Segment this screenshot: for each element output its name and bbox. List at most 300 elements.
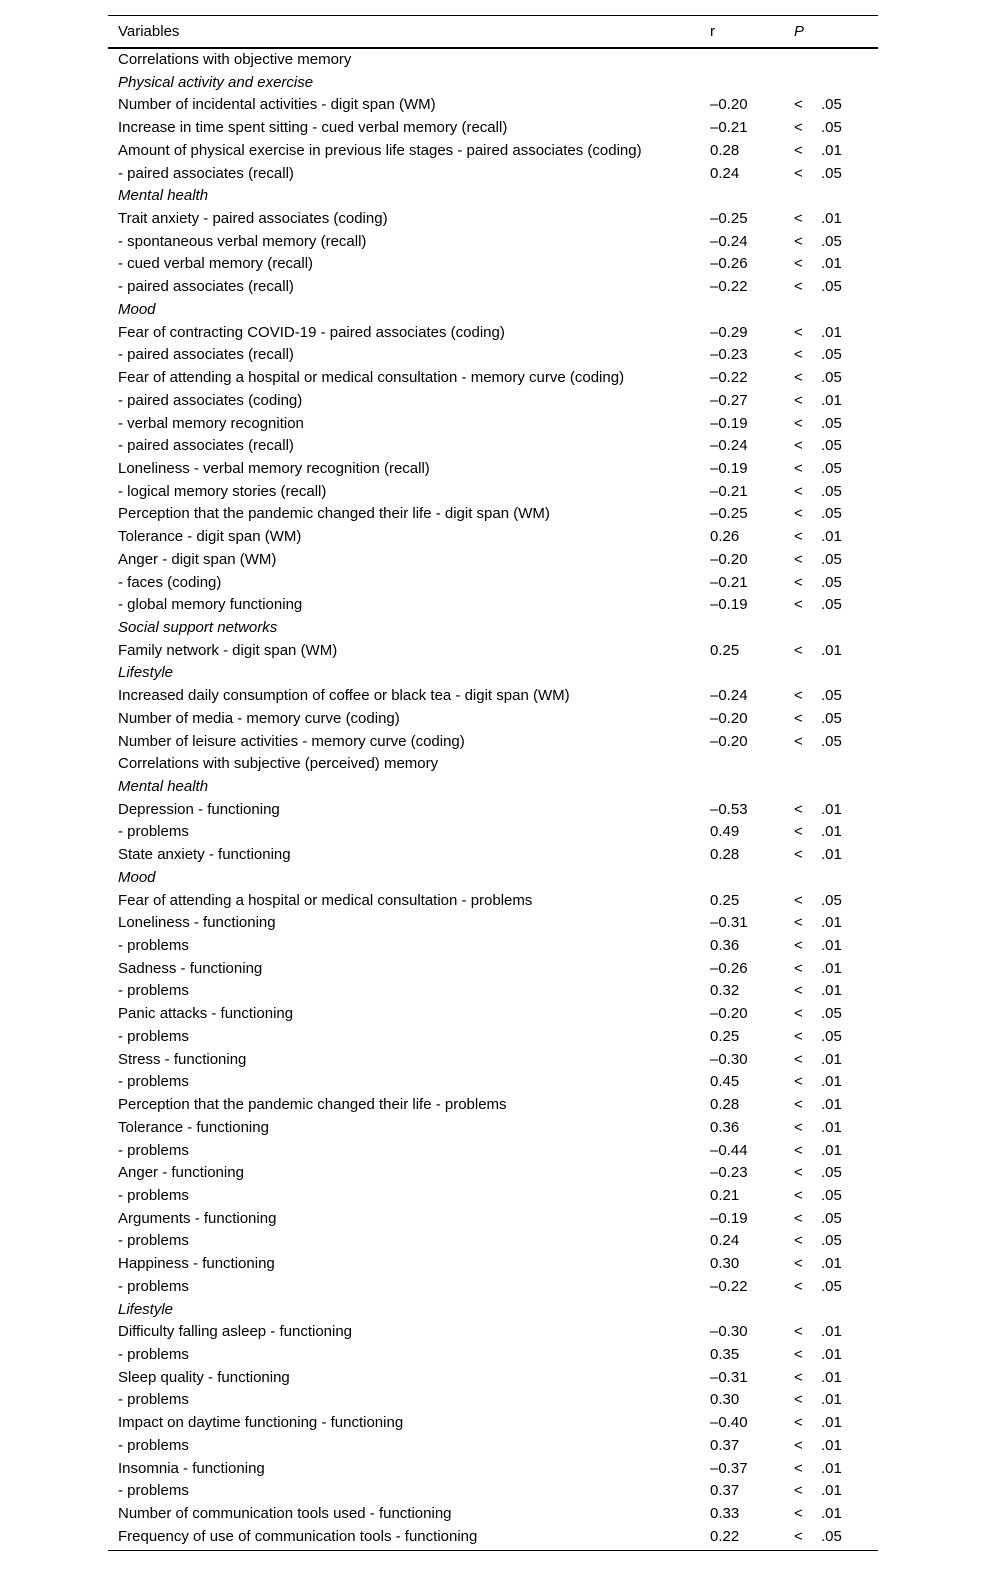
table-row (108, 572, 878, 595)
p-cell: .05 (821, 164, 842, 182)
r-cell: 0.25 (710, 641, 740, 659)
table-row (108, 276, 878, 299)
less-than-sign: < (794, 550, 803, 568)
table-row (108, 322, 878, 345)
r-cell: –0.30 (710, 1050, 748, 1068)
variable-cell: Number of incidental activities - digit span (WM) (118, 96, 436, 114)
table-row (108, 1389, 878, 1412)
subgroup-heading (108, 776, 878, 799)
p-cell: .05 (821, 414, 842, 432)
r-cell: –0.44 (710, 1141, 748, 1159)
r-cell: –0.21 (710, 119, 748, 137)
less-than-sign: < (794, 1096, 803, 1114)
less-than-sign: < (794, 846, 803, 864)
variable-cell: Anger - functioning (118, 1164, 244, 1182)
table-row (108, 1412, 878, 1435)
less-than-sign: < (794, 1186, 803, 1204)
variable-cell: - problems (118, 1277, 189, 1295)
r-cell: 0.37 (710, 1482, 740, 1500)
less-than-sign: < (794, 1073, 803, 1091)
table-row (108, 140, 878, 163)
less-than-sign: < (794, 573, 803, 591)
r-cell: –0.37 (710, 1459, 748, 1477)
variable-cell: Perception that the pandemic changed their life - digit span (WM) (118, 505, 550, 523)
p-cell: .01 (821, 1459, 842, 1477)
p-cell: .01 (821, 1255, 842, 1273)
p-cell: .05 (821, 709, 842, 727)
r-cell: –0.25 (710, 210, 748, 228)
r-cell: –0.23 (710, 346, 748, 364)
r-cell: –0.31 (710, 1368, 748, 1386)
table-row (108, 708, 878, 731)
variable-cell: Amount of physical exercise in previous life stages - paired associates (coding) (118, 141, 642, 159)
r-cell: 0.25 (710, 1027, 740, 1045)
variable-cell: Sleep quality - functioning (118, 1368, 290, 1386)
variable-cell: Number of leisure activities - memory curve (coding) (118, 732, 465, 750)
variable-cell: - problems (118, 1141, 189, 1159)
subgroup-heading (108, 72, 878, 95)
p-cell: .05 (821, 232, 842, 250)
r-cell: –0.22 (710, 278, 748, 296)
variable-cell: Fear of attending a hospital or medical consultation - problems (118, 891, 533, 909)
variable-cell: Arguments - functioning (118, 1209, 277, 1227)
p-cell: .05 (821, 732, 842, 750)
variable-cell: - problems (118, 1073, 189, 1091)
subgroup-heading (108, 185, 878, 208)
less-than-sign: < (794, 437, 803, 455)
table-row (108, 1435, 878, 1458)
variable-cell: - paired associates (recall) (118, 164, 294, 182)
r-cell: 0.35 (710, 1345, 740, 1363)
variable-cell: - paired associates (coding) (118, 391, 303, 409)
p-cell: .05 (821, 96, 842, 114)
r-cell: 0.33 (710, 1505, 740, 1522)
table-row (108, 1321, 878, 1344)
p-cell: .05 (821, 550, 842, 568)
r-cell: 0.36 (710, 1118, 740, 1136)
table-row (108, 1049, 878, 1072)
variable-cell: State anxiety - functioning (118, 846, 291, 864)
group-heading (108, 753, 878, 776)
r-cell: –0.19 (710, 459, 748, 477)
table-row (108, 935, 878, 958)
r-cell: 0.28 (710, 141, 740, 159)
table-row (108, 912, 878, 935)
p-cell: .05 (821, 1164, 842, 1182)
variable-cell: - global memory functioning (118, 596, 303, 614)
less-than-sign: < (794, 891, 803, 909)
less-than-sign: < (794, 1391, 803, 1409)
less-than-sign: < (794, 346, 803, 364)
subgroup-heading (108, 1299, 878, 1322)
variable-cell: - problems (118, 982, 189, 1000)
subgroup-label: Mood (118, 300, 156, 318)
table-row (108, 1162, 878, 1185)
variable-cell: Tolerance - digit span (WM) (118, 528, 302, 546)
p-cell: .05 (821, 119, 842, 137)
less-than-sign: < (794, 914, 803, 932)
table-row (108, 640, 878, 663)
table-row (108, 1367, 878, 1390)
less-than-sign: < (794, 1414, 803, 1432)
p-cell: .01 (821, 528, 842, 546)
r-cell: –0.24 (710, 232, 748, 250)
r-cell: –0.25 (710, 505, 748, 523)
r-cell: –0.20 (710, 1005, 748, 1023)
r-cell: –0.29 (710, 323, 748, 341)
r-cell: 0.37 (710, 1436, 740, 1454)
p-cell: .01 (821, 1368, 842, 1386)
table-row (108, 94, 878, 117)
p-cell: .05 (821, 596, 842, 614)
r-cell: 0.22 (710, 1527, 740, 1545)
less-than-sign: < (794, 459, 803, 477)
r-cell: –0.40 (710, 1414, 748, 1432)
variable-cell: Loneliness - functioning (118, 914, 276, 932)
less-than-sign: < (794, 278, 803, 296)
subgroup-label: Lifestyle (118, 664, 174, 682)
variable-cell: Stress - functioning (118, 1050, 247, 1068)
less-than-sign: < (794, 1027, 803, 1045)
p-cell: .01 (821, 937, 842, 955)
subgroup-label: Lifestyle (118, 1300, 174, 1318)
r-cell: –0.22 (710, 1277, 748, 1295)
r-cell: –0.20 (710, 96, 748, 114)
variable-cell: Fear of contracting COVID-19 - paired associates (coding) (118, 323, 505, 341)
less-than-sign: < (794, 1232, 803, 1250)
p-cell: .05 (821, 1186, 842, 1204)
subgroup-label: Social support networks (118, 618, 278, 636)
header-variables: Variables (118, 23, 180, 40)
p-cell: .01 (821, 823, 842, 841)
r-cell: –0.23 (710, 1164, 748, 1182)
p-cell: .01 (821, 391, 842, 409)
r-cell: –0.24 (710, 687, 748, 705)
table-row (108, 1094, 878, 1117)
r-cell: 0.28 (710, 1096, 740, 1114)
table-row (108, 685, 878, 708)
less-than-sign: < (794, 1436, 803, 1454)
variable-cell: Happiness - functioning (118, 1255, 275, 1273)
less-than-sign: < (794, 687, 803, 705)
less-than-sign: < (794, 528, 803, 546)
r-cell: –0.19 (710, 596, 748, 614)
p-cell: .01 (821, 1414, 842, 1432)
table-row (108, 594, 878, 617)
less-than-sign: < (794, 255, 803, 273)
less-than-sign: < (794, 596, 803, 614)
variable-cell: - problems (118, 1391, 189, 1409)
p-cell: .01 (821, 323, 842, 341)
r-cell: 0.24 (710, 164, 740, 182)
variable-cell: - verbal memory recognition (118, 414, 304, 432)
p-cell: .05 (821, 346, 842, 364)
less-than-sign: < (794, 1209, 803, 1227)
p-cell: .01 (821, 1391, 842, 1409)
group-heading (108, 49, 878, 72)
p-cell: .01 (821, 959, 842, 977)
less-than-sign: < (794, 119, 803, 137)
table-row (108, 503, 878, 526)
table-row (108, 1503, 878, 1526)
r-cell: –0.31 (710, 914, 748, 932)
r-cell: 0.28 (710, 846, 740, 864)
r-cell: –0.22 (710, 369, 748, 387)
variable-cell: Number of media - memory curve (coding) (118, 709, 400, 727)
r-cell: 0.25 (710, 891, 740, 909)
less-than-sign: < (794, 96, 803, 114)
r-cell: 0.49 (710, 823, 740, 841)
table-row (108, 799, 878, 822)
less-than-sign: < (794, 232, 803, 250)
variable-cell: - problems (118, 1436, 189, 1454)
r-cell: –0.24 (710, 437, 748, 455)
r-cell: –0.20 (710, 732, 748, 750)
table-row (108, 367, 878, 390)
less-than-sign: < (794, 391, 803, 409)
table-row (108, 1480, 878, 1503)
correlation-table (108, 15, 878, 1551)
table-row (108, 253, 878, 276)
table-row (108, 1253, 878, 1276)
p-cell: .01 (821, 1141, 842, 1159)
table-row (108, 1526, 878, 1549)
p-cell: .01 (821, 800, 842, 818)
p-cell: .05 (821, 1232, 842, 1250)
p-cell: .01 (821, 1345, 842, 1363)
table-row (108, 1276, 878, 1299)
table-row (108, 1026, 878, 1049)
variable-cell: - problems (118, 1345, 189, 1363)
subgroup-heading (108, 662, 878, 685)
r-cell: 0.30 (710, 1255, 740, 1273)
variable-cell: - logical memory stories (recall) (118, 482, 327, 500)
less-than-sign: < (794, 823, 803, 841)
table-row (108, 958, 878, 981)
table-row (108, 481, 878, 504)
r-cell: –0.26 (710, 959, 748, 977)
table-row (108, 821, 878, 844)
p-cell: .05 (821, 891, 842, 909)
r-cell: –0.26 (710, 255, 748, 273)
p-cell: .01 (821, 641, 842, 659)
p-cell: .05 (821, 278, 842, 296)
variable-cell: - problems (118, 1232, 189, 1250)
table-row (108, 344, 878, 367)
subgroup-label: Mental health (118, 778, 209, 795)
subgroup-label: Mood (118, 868, 156, 886)
variable-cell: Panic attacks - functioning (118, 1005, 294, 1023)
group-label: Correlations with subjective (perceived) memory (118, 755, 439, 773)
table-row (108, 390, 878, 413)
variable-cell: - paired associates (recall) (118, 346, 294, 364)
r-cell: 0.32 (710, 982, 740, 1000)
r-cell: –0.27 (710, 391, 748, 409)
r-cell: 0.26 (710, 528, 740, 546)
variable-cell: - faces (coding) (118, 573, 222, 591)
variable-cell: Frequency of use of communication tools - functioning (118, 1527, 478, 1545)
less-than-sign: < (794, 505, 803, 523)
table-row (108, 435, 878, 458)
p-cell: .05 (821, 437, 842, 455)
variable-cell: - problems (118, 823, 189, 841)
less-than-sign: < (794, 1368, 803, 1386)
variable-cell: Tolerance - functioning (118, 1118, 269, 1136)
less-than-sign: < (794, 982, 803, 1000)
less-than-sign: < (794, 1050, 803, 1068)
subgroup-heading (108, 867, 878, 890)
less-than-sign: < (794, 1527, 803, 1545)
less-than-sign: < (794, 641, 803, 659)
less-than-sign: < (794, 210, 803, 228)
r-cell: –0.20 (710, 709, 748, 727)
less-than-sign: < (794, 709, 803, 727)
p-cell: .05 (821, 687, 842, 705)
variable-cell: Trait anxiety - paired associates (coding) (118, 210, 388, 228)
less-than-sign: < (794, 937, 803, 955)
less-than-sign: < (794, 1005, 803, 1023)
less-than-sign: < (794, 164, 803, 182)
p-cell: .01 (821, 1436, 842, 1454)
r-cell: 0.45 (710, 1073, 740, 1091)
variable-cell: Fear of attending a hospital or medical consultation - memory curve (coding) (118, 369, 625, 387)
p-cell: .05 (821, 1209, 842, 1227)
table-row (108, 231, 878, 254)
variable-cell: Increased daily consumption of coffee or black tea - digit span (WM) (118, 687, 570, 705)
variable-cell: Increase in time spent sitting - cued verbal memory (recall) (118, 119, 508, 137)
variable-cell: Difficulty falling asleep - functioning (118, 1323, 353, 1341)
p-cell: .05 (821, 482, 842, 500)
less-than-sign: < (794, 1277, 803, 1295)
less-than-sign: < (794, 1118, 803, 1136)
p-cell: .05 (821, 573, 842, 591)
table-row (108, 1071, 878, 1094)
table-row (108, 890, 878, 913)
table-row (108, 413, 878, 436)
table-row (108, 1344, 878, 1367)
less-than-sign: < (794, 482, 803, 500)
variable-cell: Sadness - functioning (118, 959, 263, 977)
variable-cell: Anger - digit span (WM) (118, 550, 277, 568)
variable-cell: Loneliness - verbal memory recognition (recall) (118, 459, 430, 477)
less-than-sign: < (794, 800, 803, 818)
variable-cell: Insomnia - functioning (118, 1459, 265, 1477)
table-row (108, 1208, 878, 1231)
table-row (108, 980, 878, 1003)
less-than-sign: < (794, 1505, 803, 1522)
subgroup-heading (108, 617, 878, 640)
r-cell: –0.21 (710, 573, 748, 591)
subgroup-label: Physical activity and exercise (118, 73, 314, 91)
table-row (108, 526, 878, 549)
variable-cell: Impact on daytime functioning - functioning (118, 1414, 404, 1432)
variable-cell: - cued verbal memory (recall) (118, 255, 314, 273)
p-cell: .05 (821, 1005, 842, 1023)
table-row (108, 1140, 878, 1163)
bottom-rule (108, 1550, 878, 1551)
r-cell: 0.21 (710, 1186, 740, 1204)
r-cell: 0.36 (710, 937, 740, 955)
variable-cell: Depression - functioning (118, 800, 280, 818)
less-than-sign: < (794, 732, 803, 750)
table-row (108, 1003, 878, 1026)
p-cell: .01 (821, 1073, 842, 1091)
variable-cell: Number of communication tools used - functioning (118, 1505, 452, 1522)
table-row (108, 458, 878, 481)
table-row (108, 731, 878, 754)
p-cell: .05 (821, 505, 842, 523)
p-cell: .01 (821, 846, 842, 864)
less-than-sign: < (794, 1164, 803, 1182)
variable-cell: - spontaneous verbal memory (recall) (118, 232, 367, 250)
table-row (108, 117, 878, 140)
variable-cell: - problems (118, 1482, 189, 1500)
table-header (108, 16, 878, 47)
r-cell: –0.20 (710, 550, 748, 568)
table-row (108, 1230, 878, 1253)
p-cell: .05 (821, 1277, 842, 1295)
header-r: r (710, 23, 715, 40)
less-than-sign: < (794, 1255, 803, 1273)
less-than-sign: < (794, 1323, 803, 1341)
variable-cell: Perception that the pandemic changed their life - problems (118, 1096, 507, 1114)
group-label: Correlations with objective memory (118, 51, 352, 68)
p-cell: .01 (821, 255, 842, 273)
p-cell: .01 (821, 1323, 842, 1341)
variable-cell: - problems (118, 1186, 189, 1204)
variable-cell: Family network - digit span (WM) (118, 641, 338, 659)
less-than-sign: < (794, 1141, 803, 1159)
p-cell: .05 (821, 1027, 842, 1045)
r-cell: 0.24 (710, 1232, 740, 1250)
less-than-sign: < (794, 1345, 803, 1363)
less-than-sign: < (794, 1482, 803, 1500)
p-cell: .01 (821, 1505, 842, 1522)
less-than-sign: < (794, 323, 803, 341)
r-cell: –0.19 (710, 414, 748, 432)
p-cell: .01 (821, 141, 842, 159)
p-cell: .01 (821, 1118, 842, 1136)
p-cell: .05 (821, 1527, 842, 1545)
p-cell: .05 (821, 369, 842, 387)
variable-cell: - paired associates (recall) (118, 278, 294, 296)
p-cell: .01 (821, 1096, 842, 1114)
table-row (108, 163, 878, 186)
variable-cell: - problems (118, 1027, 189, 1045)
less-than-sign: < (794, 369, 803, 387)
table-row (108, 549, 878, 572)
less-than-sign: < (794, 141, 803, 159)
table-row (108, 1185, 878, 1208)
table-row (108, 1117, 878, 1140)
subgroup-label: Mental health (118, 187, 209, 205)
r-cell: –0.30 (710, 1323, 748, 1341)
p-cell: .05 (821, 459, 842, 477)
less-than-sign: < (794, 414, 803, 432)
p-cell: .01 (821, 982, 842, 1000)
p-cell: .01 (821, 210, 842, 228)
less-than-sign: < (794, 1459, 803, 1477)
p-cell: .01 (821, 914, 842, 932)
table-body (108, 49, 878, 1548)
table-row (108, 208, 878, 231)
r-cell: 0.30 (710, 1391, 740, 1409)
table-row (108, 1458, 878, 1481)
r-cell: –0.21 (710, 482, 748, 500)
variable-cell: - paired associates (recall) (118, 437, 294, 455)
variable-cell: - problems (118, 937, 189, 955)
r-cell: –0.53 (710, 800, 748, 818)
